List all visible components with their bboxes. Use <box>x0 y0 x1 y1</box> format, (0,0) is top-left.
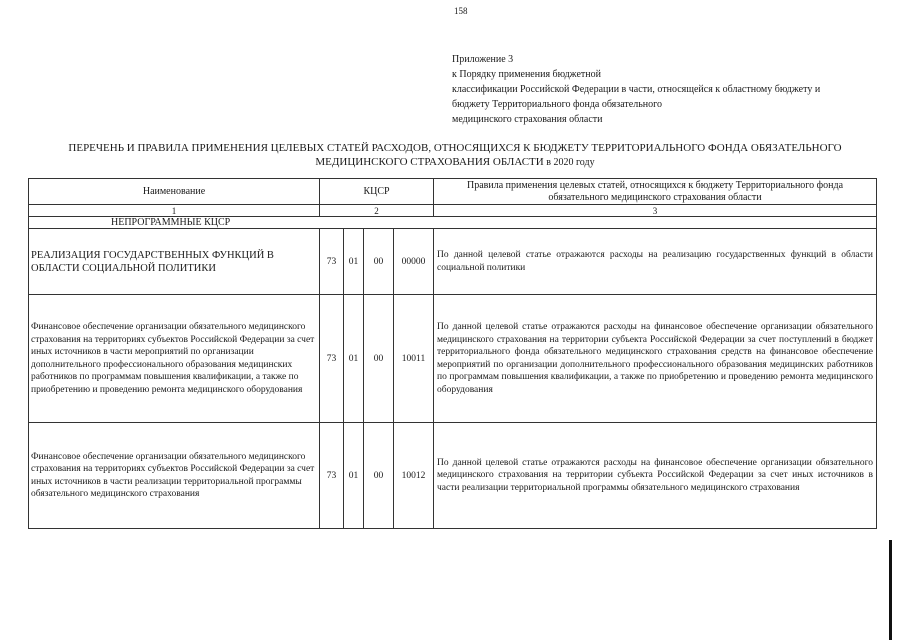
column-number-row <box>29 205 877 217</box>
kcsr-part: 10011 <box>394 295 434 423</box>
table-row <box>29 229 877 295</box>
title-line-1: ПЕРЕЧЕНЬ И ПРАВИЛА ПРИМЕНЕНИЯ ЦЕЛЕВЫХ СТАТЕЙ РАСХОДОВ, ОТНОСЯЩИХСЯ К БЮДЖЕТУ ТЕРРИТОРИАЛЬНОГО ФОНДА ОБЯЗАТЕЛЬНОГО <box>68 142 842 154</box>
appendix-line: медицинского страхования области <box>452 114 603 125</box>
kcsr-part: 73 <box>320 229 344 295</box>
row-rule: По данной целевой статье отражаются расходы на финансовое обеспечение организации обязательного медицинского страхования на территории субъекта Российской Федерации за счет иных источников в части реализации территориальной программы обязательного медицинского страхования <box>434 423 877 529</box>
kcsr-part: 00 <box>364 295 394 423</box>
kcsr-part: 73 <box>320 423 344 529</box>
kcsr-part: 01 <box>344 229 364 295</box>
table-row <box>29 295 877 423</box>
header-name: Наименование <box>29 179 320 205</box>
row-name: Финансовое обеспечение организации обязательного медицинского страхования на территориях субъектов Российской Федерации за счет иных источников в части мероприятий по организации дополнительного профессионального образования медицинских работников по программам повышения квалификации, а также по приобретению и проведению ремонта медицинского оборудования <box>29 295 320 423</box>
target-articles-table <box>28 178 877 529</box>
appendix-line: бюджету Территориального фонда обязательного <box>452 99 662 110</box>
scan-edge-line <box>889 540 892 640</box>
row-rule: По данной целевой статье отражаются расходы на реализацию государственных функций в области социальной политики <box>434 229 877 295</box>
kcsr-part: 01 <box>344 423 364 529</box>
kcsr-part: 73 <box>320 295 344 423</box>
header-rules: Правила применения целевых статей, относящихся к бюджету Территориального фонда обязательного медицинского страхования области <box>434 179 877 205</box>
title-line-2-main: МЕДИЦИНСКОГО СТРАХОВАНИЯ ОБЛАСТИ <box>315 156 544 168</box>
section-row <box>29 217 877 229</box>
kcsr-part: 00000 <box>394 229 434 295</box>
title-year: в 2020 году <box>543 157 595 168</box>
col-number: 2 <box>320 205 434 217</box>
table-row <box>29 423 877 529</box>
title-line-2 <box>40 155 870 170</box>
kcsr-part: 00 <box>364 423 394 529</box>
header-kcsr: КЦСР <box>320 179 434 205</box>
kcsr-part: 00 <box>364 229 394 295</box>
kcsr-part: 01 <box>344 295 364 423</box>
col-number: 3 <box>434 205 877 217</box>
row-name: РЕАЛИЗАЦИЯ ГОСУДАРСТВЕННЫХ ФУНКЦИЙ В ОБЛАСТИ СОЦИАЛЬНОЙ ПОЛИТИКИ <box>29 229 320 295</box>
appendix-note <box>452 52 820 127</box>
row-rule: По данной целевой статье отражаются расходы на финансовое обеспечение организации обязательного медицинского страхования на территории субъекта Российской Федерации за счет поступлений в бюджет территориального фонда обязательного медицинского страхования средств на финансовое обеспечение мероприятий по организации дополнительного профессионального образования медицинских работников по программам повышения квалификации, а также по приобретению и проведению ремонта медицинского оборудования <box>434 295 877 423</box>
header-row <box>29 179 877 205</box>
row-name: Финансовое обеспечение организации обязательного медицинского страхования на территориях субъектов Российской Федерации за счет иных источников в части реализации территориальной программы обязательного медицинского страхования <box>29 423 320 529</box>
appendix-line: классификации Российской Федерации в части, относящейся к областному бюджету и <box>452 84 821 95</box>
col-number: 1 <box>29 205 320 217</box>
document-title <box>40 141 870 170</box>
section-title: НЕПРОГРАММНЫЕ КЦСР <box>29 217 877 229</box>
appendix-line: к Порядку применения бюджетной <box>452 69 601 80</box>
kcsr-part: 10012 <box>394 423 434 529</box>
page-number: 158 <box>454 6 468 16</box>
appendix-line: Приложение 3 <box>452 54 514 65</box>
